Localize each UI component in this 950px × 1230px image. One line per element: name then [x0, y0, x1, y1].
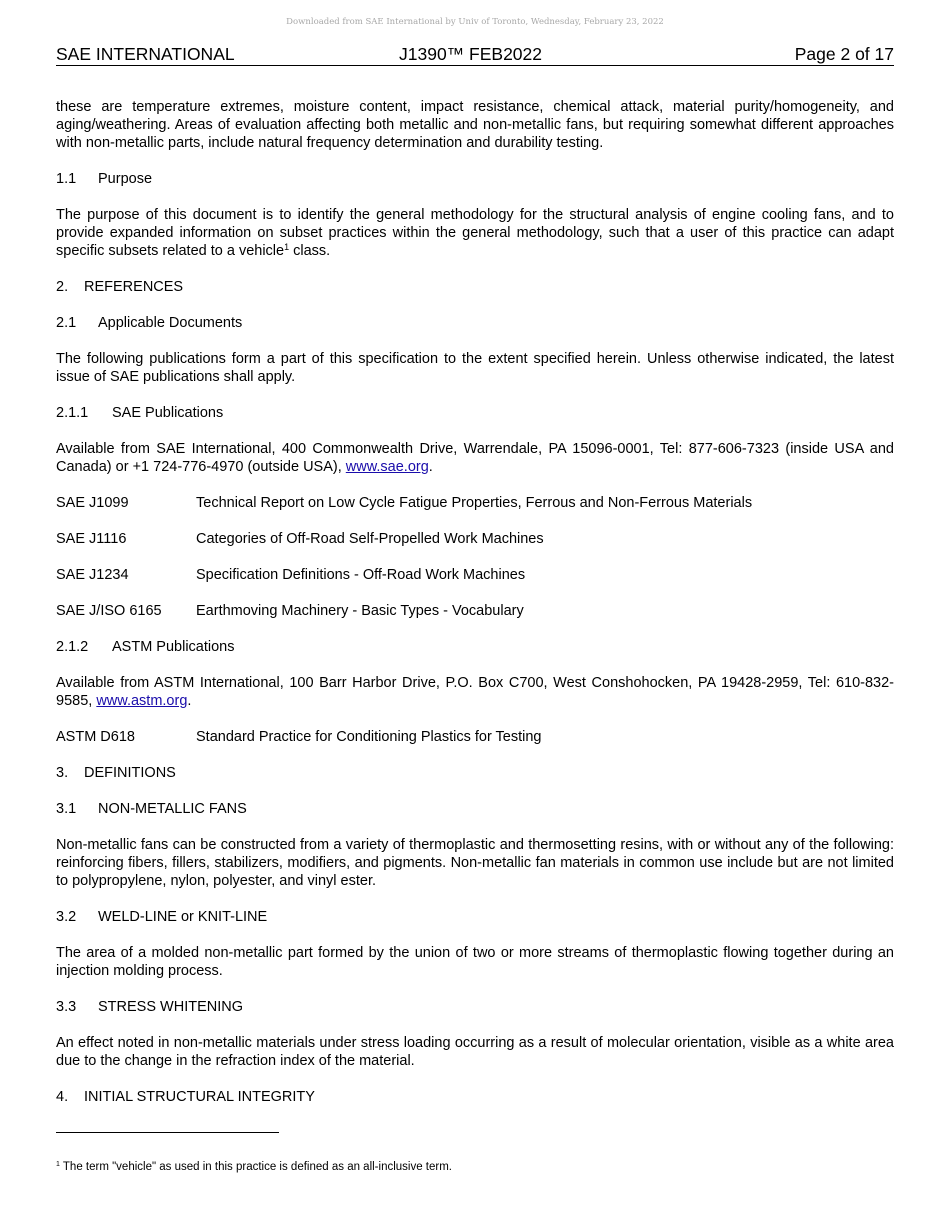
section-heading-2: [56, 278, 894, 296]
section-title: Applicable Documents: [98, 315, 243, 331]
weld-line-paragraph: The area of a molded non-metallic part formed by the union of two or more streams of thermoplastic flowing together during an injection molding process.: [56, 945, 894, 979]
astm-website-link[interactable]: www.astm.org: [96, 693, 188, 709]
reference-title: Categories of Off-Road Self-Propelled Work Machines: [196, 531, 544, 547]
section-heading-1-1: [56, 170, 894, 188]
reference-code: SAE J/ISO 6165: [56, 603, 162, 619]
reference-code: SAE J1234: [56, 567, 129, 583]
document-body: [56, 98, 894, 1106]
section-number: 3.2: [56, 909, 77, 925]
section-number: 3.1: [56, 801, 77, 817]
paragraph-end: .: [428, 459, 433, 475]
section-number: 1.1: [56, 171, 77, 187]
section-heading-2-1: [56, 314, 894, 332]
section-title: Purpose: [98, 171, 153, 187]
section-heading-3-1: [56, 800, 894, 818]
intro-paragraph: these are temperature extremes, moisture content, impact resistance, chemical attack, material purity/homogeneity, and aging/weathering. Areas of evaluation affecting both metallic and non-metallic fans, but requiring somewhat different approaches with non-metallic parts, include natural frequency determination and durability testing.: [56, 99, 894, 151]
reference-title: Specification Definitions - Off-Road Work Machines: [196, 567, 526, 583]
section-title: ASTM Publications: [112, 639, 235, 655]
section-title: REFERENCES: [84, 279, 184, 295]
section-heading-3-3: [56, 998, 894, 1016]
header-organization: SAE INTERNATIONAL: [56, 44, 235, 64]
section-heading-3: [56, 764, 894, 782]
paragraph-text: Available from SAE International, 400 Commonwealth Drive, Warrendale, PA 15096-0001, Tel: 877-606-7323 (inside USA and Canada) or +1 724-776-4970 (outside USA),: [56, 441, 894, 475]
reference-entry: [56, 530, 894, 548]
stress-whitening-paragraph: An effect noted in non-metallic materials under stress loading occurring as a result of molecular orientation, visible as a white area due to the change in the refraction index of the material.: [56, 1035, 894, 1069]
reference-entry: [56, 494, 894, 512]
section-title: SAE Publications: [112, 405, 224, 421]
purpose-paragraph: [56, 206, 894, 260]
paragraph-text: Available from ASTM International, 100 Barr Harbor Drive, P.O. Box C700, West Conshohocken, PA 19428-2959, Tel: 610-832-9585,: [56, 675, 894, 709]
section-number: 3.: [56, 765, 69, 781]
paragraph-end: .: [187, 693, 192, 709]
reference-title: Technical Report on Low Cycle Fatigue Properties, Ferrous and Non-Ferrous Materials: [196, 495, 753, 511]
sae-availability-paragraph: [56, 440, 894, 476]
footnote-text: The term "vehicle" as used in this practice is defined as an all-inclusive term.: [59, 1161, 453, 1173]
download-notice: Downloaded from SAE International by Univ of Toronto, Wednesday, February 23, 2022: [286, 17, 664, 27]
section-title: STRESS WHITENING: [98, 999, 244, 1015]
astm-availability-paragraph: [56, 674, 894, 710]
footnote: [56, 1160, 894, 1174]
section-heading-2-1-2: [56, 638, 894, 656]
section-number: 3.3: [56, 999, 77, 1015]
section-number: 4.: [56, 1089, 69, 1105]
paragraph-text: The purpose of this document is to identify the general methodology for the structural analysis of engine cooling fans, and to provide expanded information on subset practices within the general methodology, such that a user of this practice can adapt specific subsets related to a vehicle: [56, 207, 894, 259]
header-document-id: J1390™ FEB2022: [399, 44, 543, 64]
page-header: [56, 44, 894, 66]
reference-title: Earthmoving Machinery - Basic Types - Vocabulary: [196, 603, 524, 619]
reference-code: ASTM D618: [56, 729, 135, 745]
sae-website-link[interactable]: www.sae.org: [345, 459, 429, 475]
footnote-reference[interactable]: 1: [284, 242, 290, 252]
section-number: 2.: [56, 279, 69, 295]
applicable-documents-paragraph: The following publications form a part of this specification to the extent specified herein. Unless otherwise indicated, the latest issue of SAE publications shall apply.: [56, 351, 894, 385]
section-title: INITIAL STRUCTURAL INTEGRITY: [84, 1089, 315, 1105]
reference-entry: [56, 728, 894, 746]
section-heading-4: [56, 1088, 894, 1106]
section-heading-3-2: [56, 908, 894, 926]
section-title: DEFINITIONS: [84, 765, 176, 781]
reference-code: SAE J1116: [56, 531, 127, 547]
section-number: 2.1: [56, 315, 77, 331]
section-number: 2.1.1: [56, 405, 89, 421]
footnote-marker: 1: [56, 1161, 60, 1168]
paragraph-text-end: class.: [289, 243, 331, 259]
reference-title: Standard Practice for Conditioning Plastics for Testing: [196, 729, 542, 745]
reference-code: SAE J1099: [56, 495, 129, 511]
section-title: NON-METALLIC FANS: [98, 801, 247, 817]
non-metallic-fans-paragraph: Non-metallic fans can be constructed from a variety of thermoplastic and thermosetting resins, with or without any of the following: reinforcing fibers, fillers, stabilizers, modifiers, and pigments. Non-metallic fan materials in common use include but are not limited to polypropylene, nylon, polyester, and vinyl ester.: [56, 837, 894, 889]
reference-entry: [56, 602, 894, 620]
header-page-number: Page 2 of 17: [794, 44, 894, 64]
section-number: 2.1.2: [56, 639, 89, 655]
reference-entry: [56, 566, 894, 584]
section-title: WELD-LINE or KNIT-LINE: [98, 909, 268, 925]
footnote-divider: [56, 1132, 279, 1133]
section-heading-2-1-1: [56, 404, 894, 422]
